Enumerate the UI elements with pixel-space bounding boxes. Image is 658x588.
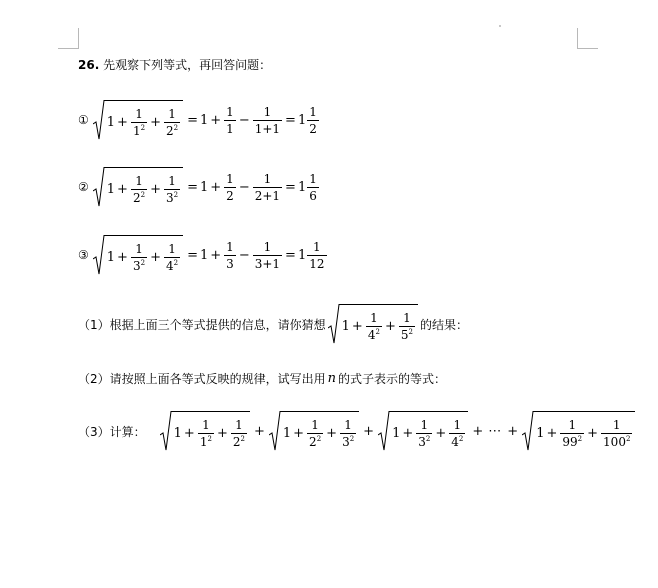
fraction: $\frac{1}{100^2}$	[603, 417, 631, 449]
question-1	[78, 304, 468, 344]
problem-title	[78, 56, 271, 73]
equation-1-mark: ①	[78, 113, 89, 127]
radical-sign-icon	[93, 100, 105, 140]
fraction: $\frac{1}{3+1}$	[254, 239, 281, 271]
question-3: （3）计算： 1 + $\frac{1}{1^2}$ + $\frac{1}{2^2}$ + 1 + $\frac{1}{2^2}$ + $\frac{1}{3^2}$ + 1 + $\frac{1}{3^2}$ + $\frac{1}{4^2}$ + ⋯ + 1 + $\frac{1}{99^2}$ + $\frac{1}{100^2}$	[78, 411, 637, 451]
equation-2-radical: 1 + $\frac{1}{2^2}$ + $\frac{1}{3^2}$	[93, 167, 183, 207]
fraction: $\frac{1}{2}$	[226, 171, 234, 203]
fraction: $\frac{1}{3^2}$	[342, 417, 355, 449]
ellipsis: ⋯	[488, 423, 503, 439]
fraction: $\frac{1}{2+1}$	[254, 171, 281, 203]
equation-2: ② 1 + $\frac{1}{2^2}$ + $\frac{1}{3^2}$ = 1 + $\frac{1}{2}$ − $\frac{1}{2+1}$ = 1 $\frac{1}{6}$	[78, 167, 320, 207]
mixed-number: 1 $\frac{1}{12}$	[297, 239, 325, 271]
fraction: $\frac{1}{3}$	[226, 239, 234, 271]
fraction: $\frac{1}{3^2}$	[165, 173, 179, 205]
radical-sign-icon	[328, 304, 340, 344]
equation-1: ① 1 + $\frac{1}{1^2}$ + $\frac{1}{2^2}$ = 1 + $\frac{1}{1}$ − $\frac{1}{1+1}$ = 1 $\frac{1}{2}$	[78, 100, 320, 140]
fraction: $\frac{1}{1^2}$	[199, 417, 212, 449]
mixed-number: 1 $\frac{1}{2}$	[297, 104, 317, 136]
question-2-label: （2）请按照上面各等式反映的规律，试写出用	[78, 372, 326, 386]
problem-number: 26.	[78, 58, 100, 72]
corner-mark-top-right	[577, 28, 598, 49]
variable-n: n	[327, 371, 337, 386]
question-2-suffix: 的式子表示的等式：	[338, 372, 447, 386]
radical-sign-icon	[93, 167, 105, 207]
question-3-label: （3）计算：	[78, 424, 146, 439]
equation-2-mark: ②	[78, 180, 89, 194]
equation-3-radical: 1 + $\frac{1}{3^2}$ + $\frac{1}{4^2}$	[93, 235, 183, 275]
mixed-number: 1 $\frac{1}{6}$	[297, 171, 317, 203]
corner-mark-top-left	[58, 28, 79, 49]
fraction: $\frac{1}{5^2}$	[400, 310, 413, 342]
question-2	[78, 370, 446, 387]
radical-sign-icon	[160, 411, 172, 451]
radical-sign-icon	[378, 411, 390, 451]
equation-1-radical: 1 + $\frac{1}{1^2}$ + $\frac{1}{2^2}$	[93, 100, 183, 140]
fraction: $\frac{1}{2^2}$	[232, 417, 245, 449]
radical-sign-icon	[269, 411, 281, 451]
fraction: $\frac{1}{99^2}$	[562, 417, 583, 449]
page-dot	[499, 25, 501, 27]
problem-prompt: 先观察下列等式，再回答问题：	[103, 58, 272, 72]
fraction: $\frac{1}{3^2}$	[418, 417, 431, 449]
q3-radical-1: 1 + $\frac{1}{1^2}$ + $\frac{1}{2^2}$	[160, 411, 250, 451]
equation-3-mark: ③	[78, 248, 89, 262]
q3-radical-3: 1 + $\frac{1}{3^2}$ + $\frac{1}{4^2}$	[378, 411, 468, 451]
equation-3: ③ 1 + $\frac{1}{3^2}$ + $\frac{1}{4^2}$ = 1 + $\frac{1}{3}$ − $\frac{1}{3+1}$ = 1 $\frac{1}{12}$	[78, 235, 328, 275]
fraction: $\frac{1}{1}$	[226, 104, 234, 136]
radical-sign-icon	[522, 411, 534, 451]
fraction: $\frac{1}{2^2}$	[132, 173, 146, 205]
question-1-suffix: 的结果：	[419, 317, 468, 332]
fraction: $\frac{1}{2^2}$	[165, 106, 179, 138]
fraction: $\frac{1}{4^2}$	[451, 417, 464, 449]
fraction: $\frac{1}{4^2}$	[367, 310, 380, 342]
radical-sign-icon	[93, 235, 105, 275]
question-1-radical: 1 + $\frac{1}{4^2}$ + $\frac{1}{5^2}$	[328, 304, 418, 344]
question-1-label: （1）根据上面三个等式提供的信息，请你猜想	[78, 317, 326, 332]
fraction: $\frac{1}{1^2}$	[132, 106, 146, 138]
q3-radical-4: 1 + $\frac{1}{99^2}$ + $\frac{1}{100^2}$	[522, 411, 635, 451]
fraction: $\frac{1}{3^2}$	[132, 241, 146, 273]
fraction: $\frac{1}{2^2}$	[309, 417, 322, 449]
fraction: $\frac{1}{4^2}$	[165, 241, 179, 273]
q3-radical-2: 1 + $\frac{1}{2^2}$ + $\frac{1}{3^2}$	[269, 411, 359, 451]
fraction: $\frac{1}{1+1}$	[254, 104, 281, 136]
